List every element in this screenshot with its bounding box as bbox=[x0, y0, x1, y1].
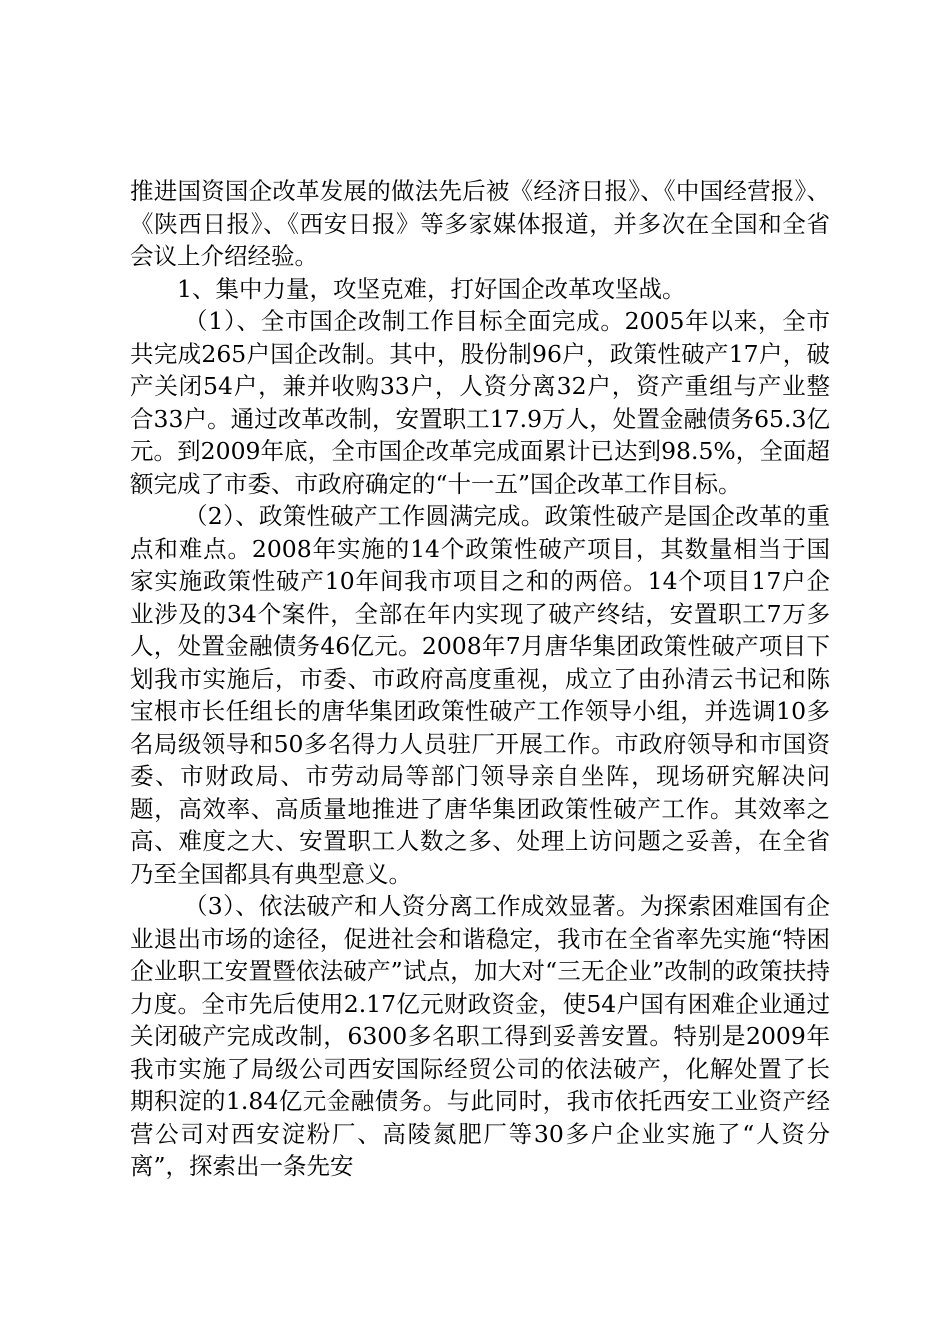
paragraph-intro: 推进国资国企改革发展的做法先后被《经济日报》、《中国经营报》、《陕西日报》、《西安日报》等多家媒体报道，并多次在全国和全省会议上介绍经验。 bbox=[130, 177, 830, 270]
paragraph-item-2: （2）、政策性破产工作圆满完成。政策性破产是国企改革的重点和难点。2008年实施的14个政策性破产项目，其数量相当于国家实施政策性破产10年间我市项目之和的两倍。14个项目17户企业涉及的34个案件，全部在年内实现了破产终结，安置职工7万多人，处置金融债务46亿元。2008年7月唐华集团政策性破产项目下划我市实施后，市委、市政府高度重视，成立了由孙清云书记和陈宝根市长任组长的唐华集团政策性破产工作领导小组，并选调10多名局级领导和50多名得力人员驻厂开展工作。市政府领导和市国资委、市财政局、市劳动局等部门领导亲自坐阵，现场研究解决问题，高效率、高质量地推进了唐华集团政策性破产工作。其效率之高、难度之大、安置职工人数之多、处理上访问题之妥善，在全省乃至全国都具有典型意义。 bbox=[130, 502, 830, 888]
paragraph-item-1: （1）、全市国企改制工作目标全面完成。2005年以来，全市共完成265户国企改制。其中，股份制96户，政策性破产17户，破产关闭54户，兼并收购33户，人资分离32户，资产重组与产业整合33户。通过改革改制，安置职工17.9万人，处置金融债务65.3亿元。到2009年底，全市国企改革完成面累计已达到98.5%，全面超额完成了市委、市政府确定的“十一五”国企改革工作目标。 bbox=[130, 307, 830, 498]
document-body bbox=[130, 175, 830, 1183]
paragraph-item-3: （3）、依法破产和人资分离工作成效显著。为探索困难国有企业退出市场的途径，促进社会和谐稳定，我市在全省率先实施“特困企业职工安置暨依法破产”试点，加大对“三无企业”改制的政策扶持力度。全市先后使用2.17亿元财政资金，使54户国有困难企业通过关闭破产完成改制，6300多名职工得到妥善安置。特别是2009年我市实施了局级公司西安国际经贸公司的依法破产，化解处置了长期积淀的1.84亿元金融债务。与此同时，我市依托西安工业资产经营公司对西安淀粉厂、高陵氮肥厂等30多户企业实施了“人资分离”，探索出一条先安 bbox=[130, 892, 830, 1180]
section-heading: 1、集中力量，攻坚克难，打好国企改革攻坚战。 bbox=[177, 274, 686, 303]
